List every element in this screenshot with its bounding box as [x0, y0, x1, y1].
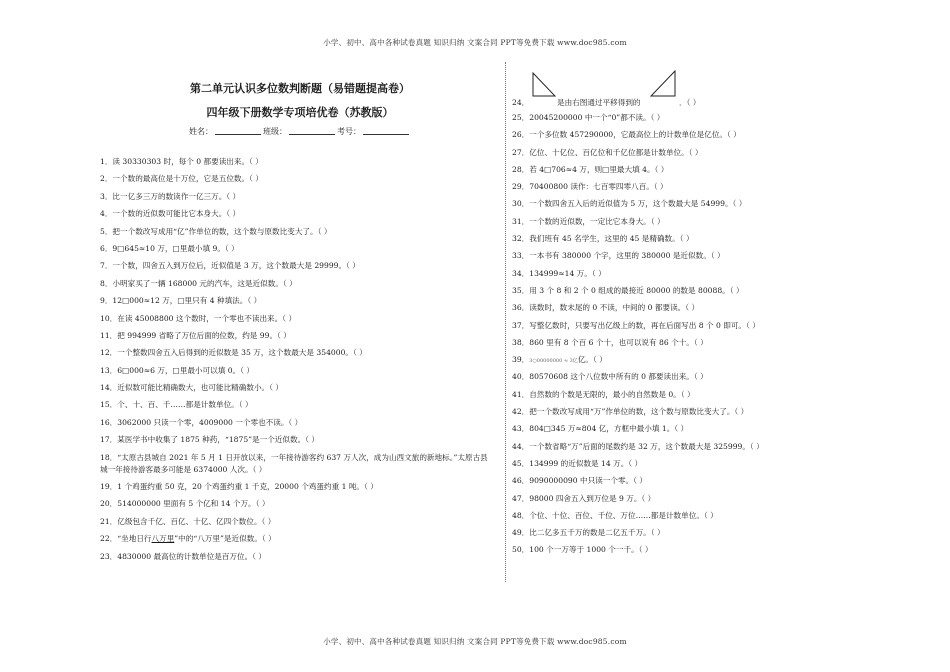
question-item-18: 18．“太原古县城自 2021 年 5 月 1 日开放以来，一年接待游客约 637 万人次，成为山西文旅的新地标。”太原古县城一年接待游客最多可能是 6374000 人次。（ ）: [100, 452, 488, 474]
question-item: 45．134999 的近似数是 14 万。（ ）: [512, 458, 643, 468]
question-item: 5．把一个数改写成用“亿”作单位的数，这个数与原数比变大了。（ ）: [100, 226, 332, 236]
question-item: 27．亿位、十亿位、百亿位和千亿位都是计数单位。（ ）: [512, 147, 703, 157]
q39-formula: 3○00000000 ≈ 3亿: [529, 358, 578, 365]
question-item: 48．个位、十位、百位、千位、万位……都是计数单位。（ ）: [512, 510, 718, 520]
question-item-24: [512, 70, 812, 110]
question-item: 44．一个数省略“万”后面的尾数约是 32 万，这个数最大是 325999。（ ）: [512, 441, 764, 451]
question-item: 26．一个多位数 457290000，它最高位上的计数单位是亿位。（ ）: [512, 130, 741, 140]
question-item: 33．一本书有 380000 个字，这里的 380000 是近似数。（ ）: [512, 251, 725, 261]
question-item: 25．20045200000 中一个“0”都不读。（ ）: [512, 113, 665, 122]
left-triangle-figure: [532, 72, 556, 98]
left-question-column: [100, 156, 492, 568]
question-item: 50．100 个一万等于 1000 个一千。（ ）: [512, 545, 653, 555]
exam-number-label: 考号：: [337, 127, 361, 136]
question-item: 34．134999≈14 万。（ ）: [512, 268, 606, 278]
title-block: [100, 80, 500, 137]
q22-underlined: 八万里: [151, 534, 175, 544]
question-item: 14．近似数可能比精确数大，也可能比精确数小。（ ）: [100, 383, 283, 393]
q24-suffix: ．（ ）: [679, 98, 701, 107]
question-item: 21．亿级包含千亿、百亿、十亿、亿四个数位。（ ）: [100, 516, 276, 526]
question-item: 30．一个数四舍五入后的近似值为 5 万，这个数最大是 54999。（ ）: [512, 199, 747, 209]
question-item: 37．写整亿数时，只要写出亿级上的数，再在后面写出 8 个 0 即可。（ ）: [512, 320, 760, 330]
question-item: 46．9090000090 中只读一个零。（ ）: [512, 476, 647, 486]
question-item: 16．3062000 只读一个零，4009000 一个零也不读。（ ）: [100, 417, 303, 427]
question-item: 31．一个数的近似数，一定比它本身大。（ ）: [512, 216, 665, 226]
question-item: 28．若 4□706≈4 万，则□里最大填 4。（ ）: [512, 164, 669, 174]
question-item: 40．80570608 这个八位数中所有的 0 都要读出来。（ ）: [512, 372, 708, 382]
question-item: 10．在读 45008800 这个数时，一个零也不读出来。（ ）: [100, 313, 297, 323]
q39-number: 39．: [512, 355, 530, 365]
question-item: 41．自然数的个数是无限的，最小的自然数是 0。（ ）: [512, 389, 695, 399]
q22-pre: 22．“坐地日行: [100, 534, 152, 544]
right-triangle-figure: [650, 70, 676, 98]
exam-title: 第二单元认识多位数判断题（易错题提高卷）: [190, 82, 410, 95]
question-item: 1．读 30330303 时，每个 0 都要读出来。（ ）: [100, 157, 263, 166]
class-blank[interactable]: [289, 126, 335, 135]
q39-suffix: 亿。（ ）: [577, 355, 607, 365]
question-item: 6．9□645≈10 万，□里最小填 9。（ ）: [100, 243, 239, 253]
question-item: 43．804□345 万≈804 亿，方框中最小填 1。（ ）: [512, 424, 689, 434]
question-item: 12．一个整数四舍五入后得到的近似数是 35 万，这个数最大是 354000。（ ）: [100, 348, 367, 358]
question-item: 42．把一个数改写成用“万”作单位的数，这个数与原数比变大了。（ ）: [512, 407, 749, 417]
question-item-39: [512, 354, 802, 366]
question-item: 15．个、十、百、千……都是计数单位。（ ）: [100, 400, 253, 410]
question-item: 4．一个数的近似数可能比它本身大。（ ）: [100, 209, 241, 219]
question-item-22: [100, 533, 492, 545]
name-label: 姓名：: [189, 127, 213, 136]
question-item: 3．比一亿多三万的数读作一亿三万。（ ）: [100, 191, 241, 201]
question-item: 23．4830000 最高位的计数单位是百万位。（ ）: [100, 551, 267, 561]
question-item: 32．我们班有 45 名学生，这里的 45 是精确数。（ ）: [512, 234, 694, 244]
class-label: 班级：: [263, 127, 287, 136]
q24-text: 是由右图通过平移得到的: [557, 98, 641, 107]
question-item: 49．比二亿多五千万的数是二亿五千万。（ ）: [512, 528, 665, 538]
q24-number: 24．: [512, 98, 530, 107]
question-item: 11．把 994999 省略了万位后面的位数，约是 99。（ ）: [100, 330, 291, 340]
name-blank[interactable]: [215, 126, 261, 135]
question-item: 13．6□000≈6 万，□里最小可以填 0。（ ）: [100, 365, 254, 375]
question-item: 29．70400800 读作：七百零四零八百。（ ）: [512, 182, 668, 192]
q22-post: ”中的“八万里”是近似数。（ ）: [174, 534, 276, 544]
question-item: 19．1 个鸡蛋约重 50 克，20 个鸡蛋约重 1 千克，20000 个鸡蛋约重 1 吨。（ ）: [100, 482, 378, 492]
student-info-line: [100, 126, 500, 137]
question-item: 47．98000 四舍五入到万位是 9 万。（ ）: [512, 493, 656, 503]
header-watermark: 小学、初中、高中各种试卷真题 知识归纳 文案合同 PPT等免费下载 www.doc985.com: [323, 38, 627, 47]
question-item: 17．某医学书中收集了 1875 种药，“1875”是一个近似数。（ ）: [100, 435, 319, 445]
exam-number-blank[interactable]: [363, 126, 409, 135]
exam-subtitle: 四年级下册数学专项培优卷（苏教版）: [206, 106, 394, 119]
footer-watermark: 小学、初中、高中各种试卷真题 知识归纳 文案合同 PPT等免费下载 www.doc985.com: [323, 637, 627, 646]
right-question-column: [512, 112, 802, 562]
question-item: 2．一个数的最高位是十万位，它是五位数。（ ）: [100, 174, 263, 184]
question-item: 38．860 里有 8 个百 6 个十，也可以说有 86 个十。（ ）: [512, 337, 708, 347]
question-item: 7．一个数，四舍五入到万位后，近似值是 3 万，这个数最大是 29999。（ ）: [100, 261, 360, 271]
question-item: 20．514000000 里面有 5 个亿和 14 个万。（ ）: [100, 499, 270, 509]
question-item: 35．用 3 个 8 和 2 个 0 组成的最接近 80000 的数是 80088。（ ）: [512, 285, 744, 295]
question-item: 36．读数时，数末尾的 0 不读，中间的 0 都要读。（ ）: [512, 303, 700, 313]
question-item: 9．12□000≈12 万，□里只有 4 种填法。（ ）: [100, 296, 262, 306]
column-divider: [505, 62, 506, 582]
question-item: 8．小明家买了一辆 168000 元的汽车，这是近似数。（ ）: [100, 278, 297, 288]
